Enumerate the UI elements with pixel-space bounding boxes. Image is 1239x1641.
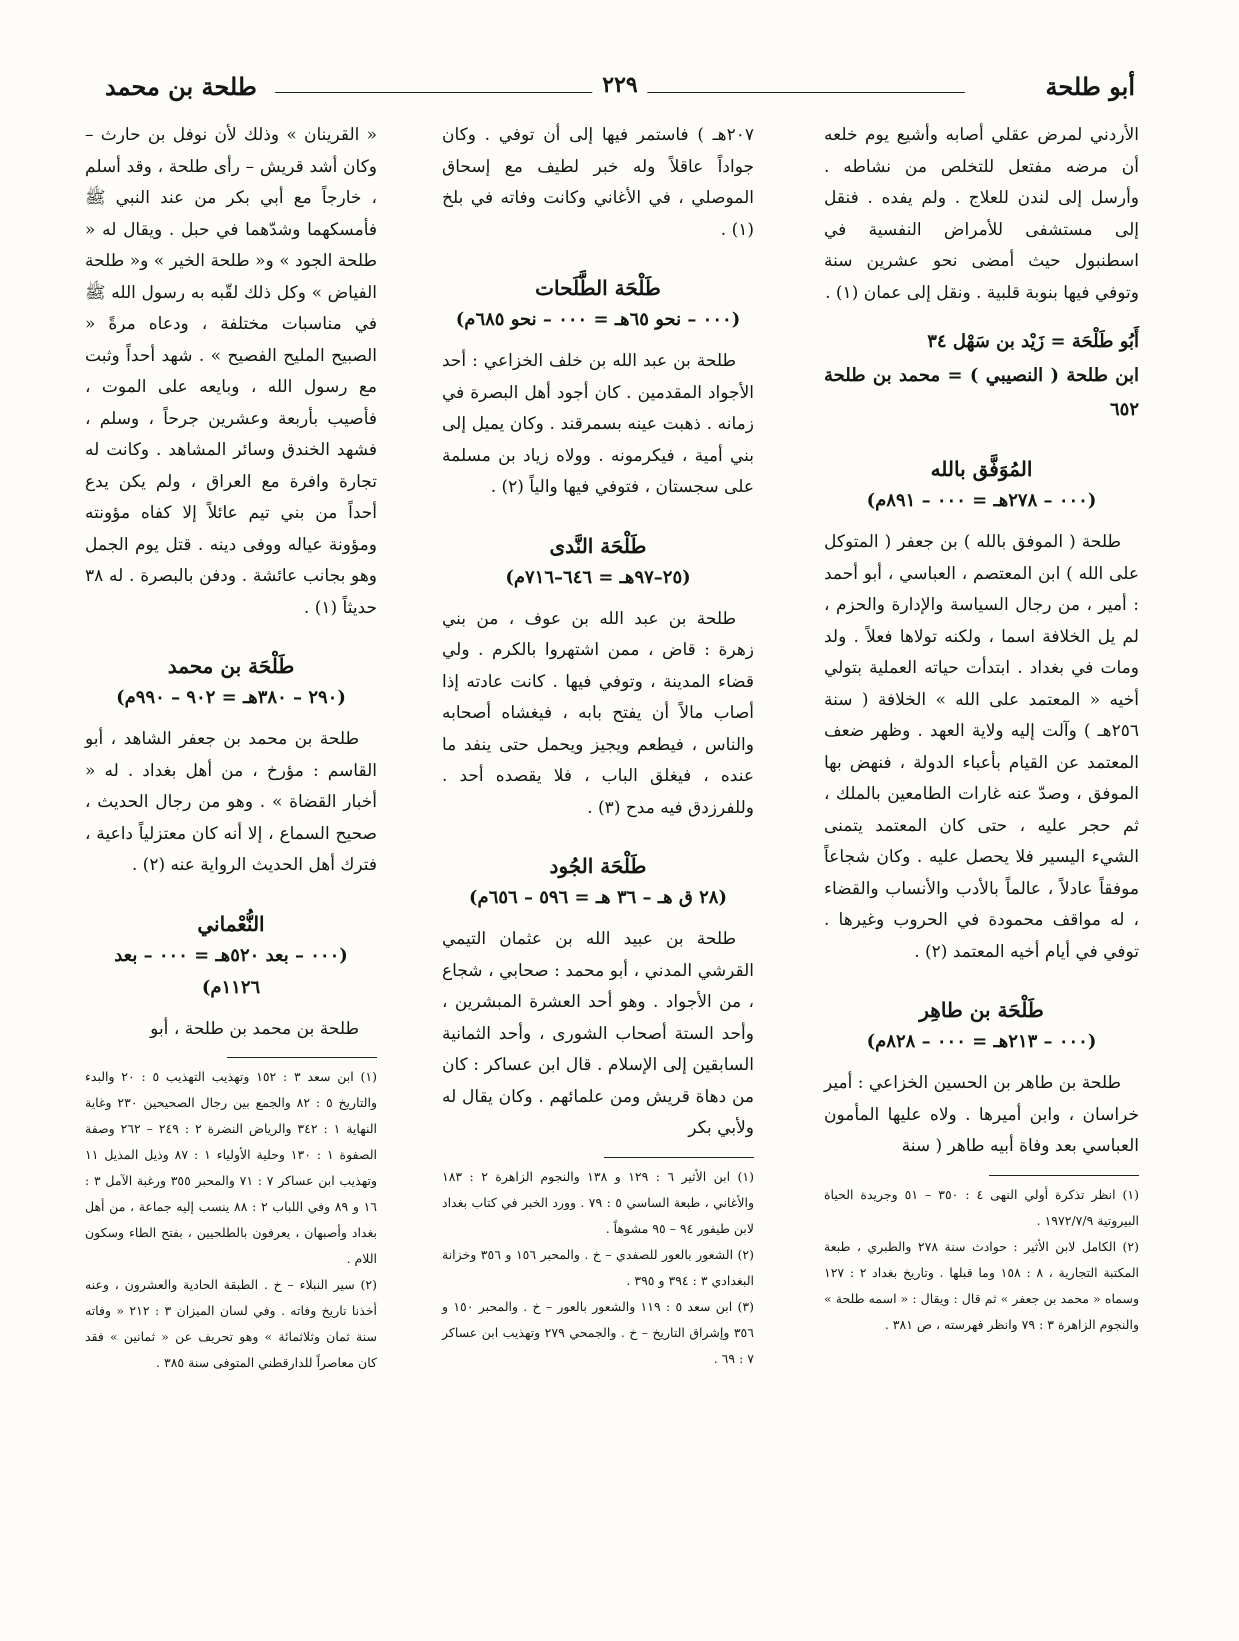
footnote: (٣) ابن سعد ٥ : ١١٩ والشعور بالعور – خ . والمحبر ١٥٠ و ٣٥٦ وإشراق التاريخ – خ . والجمحي ٢٧٩ وتهذيب ابن عساكر ٧ : ٦٩ . <box>442 1298 754 1366</box>
entry-dates: (٠٠٠ – بعد ٥٢٠هـ = ٠٠٠ – بعد ١١٢٦م) <box>114 944 348 998</box>
entry-dates: (٠٠٠ – نحو ٦٥هـ = ٠٠٠ – نحو ٦٨٥م) <box>455 309 741 330</box>
entry-text: طلحة ( الموفق بالله ) بن جعفر ( المتوكل على الله ) ابن المعتصم ، العباسي ، أبو أحمد : أمير ، من رجال السياسة والإدارة والحزم ، لم يل الخلافة اسما ، ولكنه تولاها فعلاً . ولد ومات في بغداد . ابتدأت حياته العملية بتولي أخيه « المعتمد على الله » الخلافة ( سنة ٢٥٦هـ ) وآلت إليه ولاية العهد . وظهر ضعف المعتمد عن القيام بأعباء الدولة ، فنهض بها الموفق ، وصدّ عنه غارات الطامعين بالملك ، ثم حجر عليه ، حتى كان المعتمد يتمنى الشيء اليسير فلا يحصل عليه . وكان شجاعاً موفقاً عادلاً ، عالماً بالأدب والأنساب والقضاء ، له مواقف محمودة في الحروب وغيرها . توفي في أيام أخيه المعتمد (٢) . <box>824 532 1139 962</box>
footnote-rule <box>604 1157 754 1158</box>
entry-text: طلحة بن عبد الله بن عوف ، من بني زهرة : قاض ، ممن اشتهروا بالكرم . ولي قضاء المدينة ، وتوفي فيها . كانت عادته إذا أصاب مالاً أن يفتح بابه ، فيغشاه أصحابه والناس ، فيطعم ويجيز ويحمل حتى ينفد ما عنده ، فيغلق الباب ، فلا يقصده أحد . وللفرزدق فيه مدح (٣) . <box>442 608 754 818</box>
footnote-rule <box>227 1057 377 1058</box>
entry-text: طلحة بن محمد بن طلحة ، أبو <box>150 1018 359 1039</box>
footnote: (٢) سير النبلاء – خ . الطبقة الحادية والعشرون ، وعنه أخذنا تاريخ وفاته . وفي لسان الميزان ٣ : ٢١٢ « وفاته سنة ثمان وثلاثمائة » وهو تحريف عن « ثمانين » فقد كان معاصراً للدارقطني المتوفى سنة ٣٨٥ . <box>85 1277 377 1370</box>
entry-dates: (٠٠٠ – ٢١٣هـ = ٠٠٠ – ٨٢٨م) <box>866 1031 1097 1052</box>
footnote-rule <box>989 1175 1139 1176</box>
entry-dates: (٢٥–٩٧هـ = ٦٤٦–٧١٦م) <box>505 566 691 588</box>
entry-text: طلحة بن محمد بن جعفر الشاهد ، أبو القاسم : مؤرخ ، من أهل بغداد . له « أخبار القضاة » . وهو من رجال الحديث ، صحيح السماع ، إلا أنه كان معتزلياً داعية ، فترك أهل الحديث الرواية عنه (٢) . <box>85 729 377 875</box>
footnote: (٢) الكامل لابن الأثير : حوادث سنة ٢٧٨ والطبري ، طبعة المكتبة التجارية ، ٨ : ١٥٨ وما قبلها . وتاريخ بغداد ٢ : ١٢٧ وسماه « محمد بن جعفر » ثم قال : ويقال : « اسمه طلحة » والنجوم الزاهرة ٣ : ٧٩ وانظر فهرسته ، ص ٣٨١ . <box>824 1238 1140 1332</box>
continuation-text: الأردني لمرض عقلي أصابه وأشيع يوم خلعه أن مرضه مفتعل للتخلص من نشاطه . وأرسل إلى لندن للعلاج . ولم يفده . فنقل إلى مستشفى للأمراض النفسية في اسطنبول حيث أمضى نحو عشرين سنة وتوفي فيها بنوبة قلبية . ونقل إلى عمان (١) . <box>824 125 1139 303</box>
continuation-text: « القرينان » وذلك لأن نوفل بن حارث – وكان أشد قريش – رأى طلحة ، وقد أسلم ، خارجاً مع أبي بكر من عند النبي ﷺ فأمسكهما وشدّهما في حبل . ويقال له « طلحة الجود » و« طلحة الخير » و« طلحة الفياض » وكل ذلك لقّبه به رسول الله ﷺ في مناسبات مختلفة ، ودعاه مرةً « الصبيح المليح الفصيح » . شهد أحداً وثبت مع رسول الله ، وبايعه على الموت ، فأصيب بأربعة وعشرين جرحاً ، وسلم ، فشهد الخندق وسائر المشاهد . وكانت له تجارة وافرة مع العراق ، ولم يكن يدع أحداً من بني تيم عائلاً إلا كفاه مؤونته ومؤونة عياله ووفى دينه . قتل يوم الجمل وهو بجانب عائشة . ودفن بالبصرة . له ٣٨ حديثاً (١) . <box>85 125 377 618</box>
entry-text: طلحة بن عبد الله بن خلف الخزاعي : أحد الأجواد المقدمين . كان أجود أهل البصرة في زمانه . ذهبت عينه بسمرقند . وكان يميل إلى بني أمية ، فيكرمونه . وولاه زياد بن مسلمة على سجستان ، فتوفي فيها والياً (٢) . <box>442 351 754 497</box>
entry-title: طَلْحَة الجُود <box>549 854 647 878</box>
cross-reference: ابن طلحة ( النصيبي ) = محمد بن طلحة ٦٥٢ <box>824 365 1139 420</box>
entry-text: طلحة بن عبيد الله بن عثمان التيمي القرشي المدني ، أبو محمد : صحابي ، شجاع ، من الأجواد . وهو أحد العشرة المبشرين ، وأحد الستة أصحاب الشورى ، وأحد الثمانية السابقين إلى الإسلام . قال ابن عساكر : كان من دهاة قريش ومن علمائهم . وكان يقال له ولأبي بكر <box>442 929 754 1138</box>
column-right <box>824 120 1139 1338</box>
running-head-left: طلحة بن محمد <box>105 72 257 101</box>
footnote: (١) ابن الأثير ٦ : ١٢٩ و ١٣٨ والنجوم الزاهرة ٢ : ١٨٣ والأغاني ، طبعة الساسي ٥ : ٧٩ . وورد الخبر في كتاب بغداد لابن طيفور ٩٤ – ٩٥ مشوهاً . <box>442 1168 755 1236</box>
entry-dates: (٠٠٠ – ٢٧٨هـ = ٠٠٠ – ٨٩١م) <box>866 490 1097 511</box>
entry-text: طلحة بن طاهر بن الحسين الخزاعي : أمير خراسان ، وابن أميرها . ولاه عليها المأمون العباسي بعد وفاة أبيه طاهر ( سنة <box>824 1073 1139 1156</box>
footnote: (٢) الشعور بالعور للصفدي – خ . والمحبر ١٥٦ و ٣٥٦ وخزانة البغدادي ٣ : ٣٩٤ و ٣٩٥ . <box>442 1246 755 1288</box>
footnotes <box>85 1064 377 1376</box>
entry-title: المُوَفَّق بالله <box>930 457 1033 481</box>
footnotes <box>824 1182 1139 1338</box>
entry-title: طَلْحَة بن طاهِر <box>919 998 1044 1022</box>
footnote: (١) انظر تذكرة أولي النهى ٤ : ٣٥٠ – ٥١ وجريدة الحياة البيروتية ١٩٧٢/٧/٩ . <box>824 1186 1139 1228</box>
column-middle <box>442 120 754 1372</box>
page-number: ٢٢٩ <box>592 72 647 98</box>
column-left <box>85 120 377 1376</box>
page-header <box>105 72 1135 108</box>
entry-dates: (٢٨ ق هـ – ٣٦ هـ = ٥٩٦ – ٦٥٦م) <box>469 887 727 908</box>
entry-title: طَلْحَة النَّدى <box>549 533 647 558</box>
entry-title: طَلْحَة بن محمد <box>167 654 295 678</box>
footnotes <box>442 1164 754 1372</box>
entry-title: النُّعْماني <box>197 911 265 936</box>
continuation-text: ٢٠٧هـ ) فاستمر فيها إلى أن توفي . وكان جواداً عاقلاً وله خبر لطيف مع إسحاق الموصلي ، في الأغاني وكانت وفاته في بلخ (١) . <box>442 125 754 240</box>
footnote: (١) ابن سعد ٣ : ١٥٢ وتهذيب التهذيب ٥ : ٢٠ والبدء والتاريخ ٥ : ٨٢ والجمع بين رجال الصحيحين ٢٣٠ وغاية النهاية ١ : ٣٤٢ والرياض النضرة ٢ : ٢٤٩ – ٢٦٢ وصفة الصفوة ١ : ١٣٠ وحلية الأولياء ١ : ٨٧ وذيل المذيل ١١ وتهذيب ابن عساكر ٧ : ٧١ والمحبر ٣٥٥ ورغبة الآمل ٣ : ١٦ و ٨٩ وفي اللباب ٢ : ٨٨ ينسب إليه جماعة ، من أهل بغداد وأصبهان ، يعرفون بالطلحيين ، بفتح الطاء وسكون اللام . <box>85 1069 378 1266</box>
running-head-right: أبو طلحة <box>1045 72 1135 101</box>
cross-reference: أَبُو طَلْحَة = زَيْد بن سَهْل ٣٤ <box>927 331 1139 352</box>
entry-dates: (٢٩٠ – ٣٨٠هـ = ٩٠٢ – ٩٩٠م) <box>116 687 346 708</box>
entry-title: طَلْحَة الطَّلَحات <box>535 276 661 300</box>
